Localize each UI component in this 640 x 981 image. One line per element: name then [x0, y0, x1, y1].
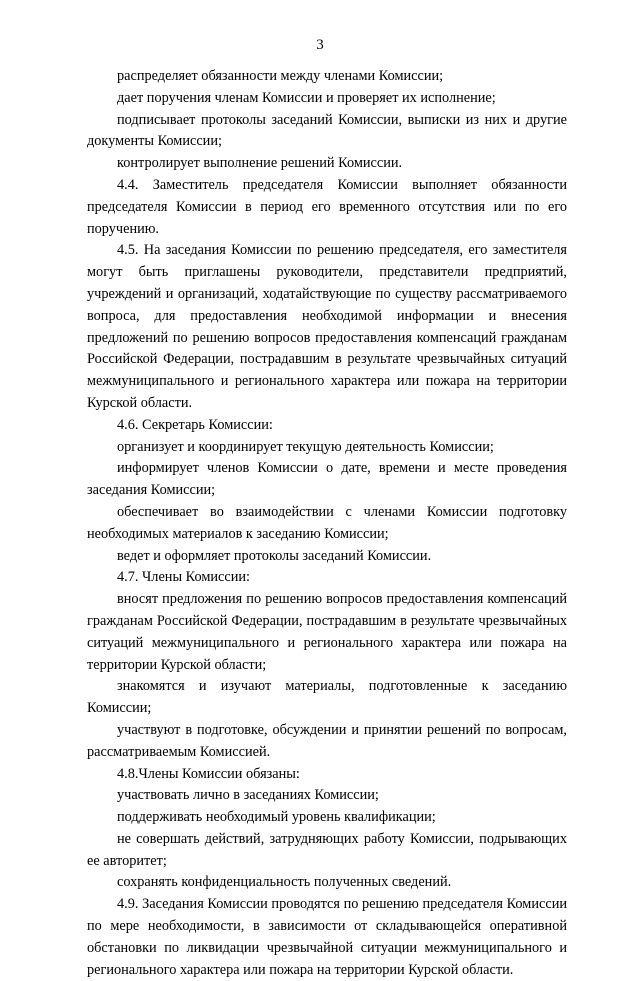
paragraph: ведет и оформляет протоколы заседаний Комиссии. — [117, 547, 432, 564]
paragraph: 4.5. На заседания Комиссии по решению председателя, его заместителя могут быть приглашены руководители, представители предприятий, учреждений и организаций, ходатайствующие по существу рассматриваемого вопроса, для предоставления необходимой информации и внесения предложений по решению вопросов предоставления компенсаций гражданам Российской Федерации, пострадавшим в результате чрезвычайных ситуаций межмуниципального и регионального характера или пожара на территории Курской области. — [87, 242, 567, 411]
paragraph: дает поручения членам Комиссии и проверяет их исполнение; — [117, 89, 496, 106]
paragraph: 4.9. Заседания Комиссии проводятся по решению председателя Комиссии по мере необходимости, в зависимости от складывающейся оперативной обстановки по ликвидации чрезвычайной ситуации межмуниципального и регионального характера или пожара на территории Курской области. — [87, 896, 567, 978]
paragraph: подписывает протоколы заседаний Комиссии, выписки из них и другие документы Комиссии; — [87, 111, 567, 150]
paragraph: контролирует выполнение решений Комиссии. — [117, 155, 403, 172]
paragraph: сохранять конфиденциальность полученных сведений. — [117, 874, 452, 891]
paragraph: участвуют в подготовке, обсуждении и принятии решений по вопросам, рассматриваемым Комиссией. — [87, 721, 567, 760]
paragraph: знакомятся и изучают материалы, подготовленные к заседанию Комиссии; — [87, 678, 567, 717]
document-body — [87, 66, 567, 981]
paragraph: 4.8.Члены Комиссии обязаны: — [117, 765, 300, 782]
paragraph: 4.7. Члены Комиссии: — [117, 569, 250, 586]
paragraph: 4.6. Секретарь Комиссии: — [117, 416, 273, 433]
paragraph: информирует членов Комиссии о дате, времени и месте проведения заседания Комиссии; — [87, 460, 567, 499]
paragraph: организует и координирует текущую деятельность Комиссии; — [117, 438, 494, 455]
paragraph: 4.4. Заместитель председателя Комиссии выполняет обязанности председателя Комиссии в период его временного отсутствия или по его поручению. — [87, 176, 567, 237]
paragraph: распределяет обязанности между членами Комиссии; — [117, 68, 444, 84]
paragraph: участвовать лично в заседаниях Комиссии; — [117, 787, 379, 804]
paragraph: обеспечивает во взаимодействии с членами Комиссии подготовку необходимых материалов к заседанию Комиссии; — [87, 503, 567, 542]
paragraph: вносят предложения по решению вопросов предоставления компенсаций гражданам Российской Федерации, пострадавшим в результате чрезвычайных ситуаций межмуниципального и регионального характера или пожара на территории Курской области; — [87, 591, 567, 673]
page-number: 3 — [316, 37, 324, 53]
paragraph: поддерживать необходимый уровень квалификации; — [117, 809, 436, 826]
paragraph: не совершать действий, затрудняющих работу Комиссии, подрывающих ее авторитет; — [87, 830, 567, 869]
